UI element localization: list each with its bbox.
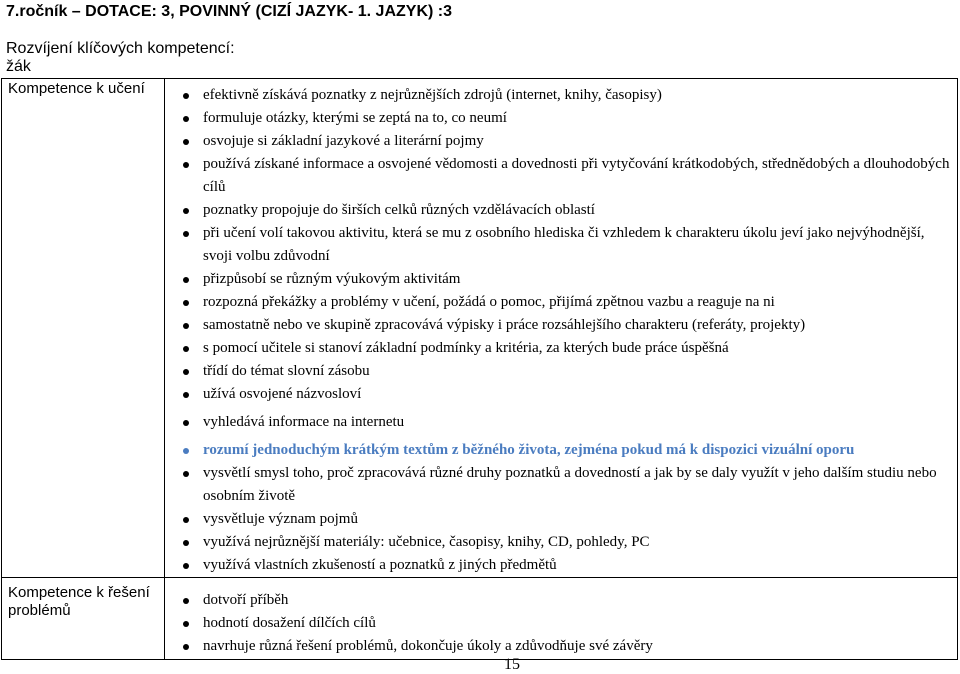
list-item <box>165 107 957 130</box>
bullet-icon <box>183 517 189 523</box>
list-item-text: samostatně nebo ve skupině zpracovává výpisky i práce rozsáhlejšího charakteru (referáty, projekty) <box>203 317 806 333</box>
list-item-text: používá získané informace a osvojené vědomosti a dovednosti při vytyčování krátkodobých, střednědobých a dlouhodobých cílů <box>203 156 950 195</box>
list-item-text: užívá osvojené názvosloví <box>203 386 362 402</box>
bullet-icon <box>183 644 189 650</box>
list-item <box>165 153 957 199</box>
page-title: 7.ročník – DOTACE: 3, POVINNÝ (CIZÍ JAZYK- 1. JAZYK) :3 <box>6 3 452 20</box>
bullet-icon <box>183 598 189 604</box>
list-item-text: využívá vlastních zkušeností a poznatků z jiných předmětů <box>203 557 557 573</box>
list-item-text: s pomocí učitele si stanoví základní podmínky a kritéria, za kterých bude práce úspěšná <box>203 340 729 356</box>
list-item-text: rozpozná překážky a problémy v učení, požádá o pomoc, přijímá zpětnou vazbu a reaguje na ni <box>203 294 775 310</box>
list-item <box>165 383 957 406</box>
list-item-text: třídí do témat slovní zásobu <box>203 363 370 379</box>
list-item-text: vyhledává informace na internetu <box>203 414 405 430</box>
bullet-icon <box>183 471 189 477</box>
bullet-icon <box>183 621 189 627</box>
competence-table <box>1 78 958 660</box>
bullet-icon <box>183 323 189 329</box>
bullet-icon <box>183 93 189 99</box>
list-item-text: poznatky propojuje do širších celků různých vzdělávacích oblastí <box>203 202 595 218</box>
list-item-highlighted <box>165 439 957 462</box>
list-item <box>165 360 957 383</box>
list-item-text: vysvětluje význam pojmů <box>203 511 358 527</box>
bullet-icon <box>183 277 189 283</box>
list-item <box>165 554 957 577</box>
list-item <box>165 531 957 554</box>
table-row <box>2 578 958 660</box>
list-item <box>165 589 957 612</box>
list-item-text: vysvětlí smysl toho, proč zpracovává různé druhy poznatků a dovedností a jak by se daly využít v jeho dalším studiu nebo osobním životě <box>203 465 937 504</box>
bullet-icon <box>183 300 189 306</box>
list-item <box>165 84 957 107</box>
list-item <box>165 612 957 635</box>
list-item-text: při učení volí takovou aktivitu, která se mu z osobního hlediska či vzhledem k charakteru úkolu jeví jako nejvýhodnější, svoji volbu zdůvodní <box>203 225 925 264</box>
subtitle-block <box>6 40 235 76</box>
list-item <box>165 462 957 508</box>
competence-items-cell <box>165 578 958 660</box>
list-item <box>165 268 957 291</box>
bullet-icon <box>183 116 189 122</box>
bullet-icon <box>183 563 189 569</box>
list-item-text: osvojuje si základní jazykové a literární pojmy <box>203 133 484 149</box>
bullet-icon <box>183 139 189 145</box>
list-item-text: formuluje otázky, kterými se zeptá na to, co neumí <box>203 110 507 126</box>
bullet-list <box>165 84 957 577</box>
bullet-icon <box>183 369 189 375</box>
list-item-text: navrhuje různá řešení problémů, dokončuje úkoly a zdůvodňuje své závěry <box>203 638 653 654</box>
bullet-list <box>165 589 957 658</box>
subject-label: žák <box>6 58 31 75</box>
competence-label: Kompetence k učení <box>2 79 165 578</box>
list-item-text: dotvoří příběh <box>203 592 289 608</box>
section-subtitle: Rozvíjení klíčových kompetencí: <box>6 40 235 57</box>
list-item <box>165 130 957 153</box>
bullet-icon <box>183 448 189 454</box>
bullet-icon <box>183 208 189 214</box>
list-item-text: využívá nejrůznější materiály: učebnice, časopisy, knihy, CD, pohledy, PC <box>203 534 650 550</box>
bullet-icon <box>183 346 189 352</box>
bullet-icon <box>183 392 189 398</box>
list-item <box>165 411 957 434</box>
list-item <box>165 314 957 337</box>
competence-label: Kompetence k řešení problémů <box>2 578 165 660</box>
list-item-text: přizpůsobí se různým výukovým aktivitám <box>203 271 461 287</box>
bullet-icon <box>183 540 189 546</box>
competence-items-cell <box>165 79 958 578</box>
list-item-text: rozumí jednoduchým krátkým textům z běžného života, zejména pokud má k dispozici vizuální oporu <box>203 442 855 458</box>
list-item-text: hodnotí dosažení dílčích cílů <box>203 615 376 631</box>
bullet-icon <box>183 231 189 237</box>
list-item <box>165 222 957 268</box>
list-item <box>165 199 957 222</box>
list-item-text: efektivně získává poznatky z nejrůznějších zdrojů (internet, knihy, časopisy) <box>203 87 662 103</box>
list-item <box>165 635 957 658</box>
bullet-icon <box>183 162 189 168</box>
list-item <box>165 291 957 314</box>
list-item <box>165 508 957 531</box>
bullet-icon <box>183 420 189 426</box>
table-row <box>2 79 958 578</box>
page-number: 15 <box>504 656 520 673</box>
list-item <box>165 337 957 360</box>
